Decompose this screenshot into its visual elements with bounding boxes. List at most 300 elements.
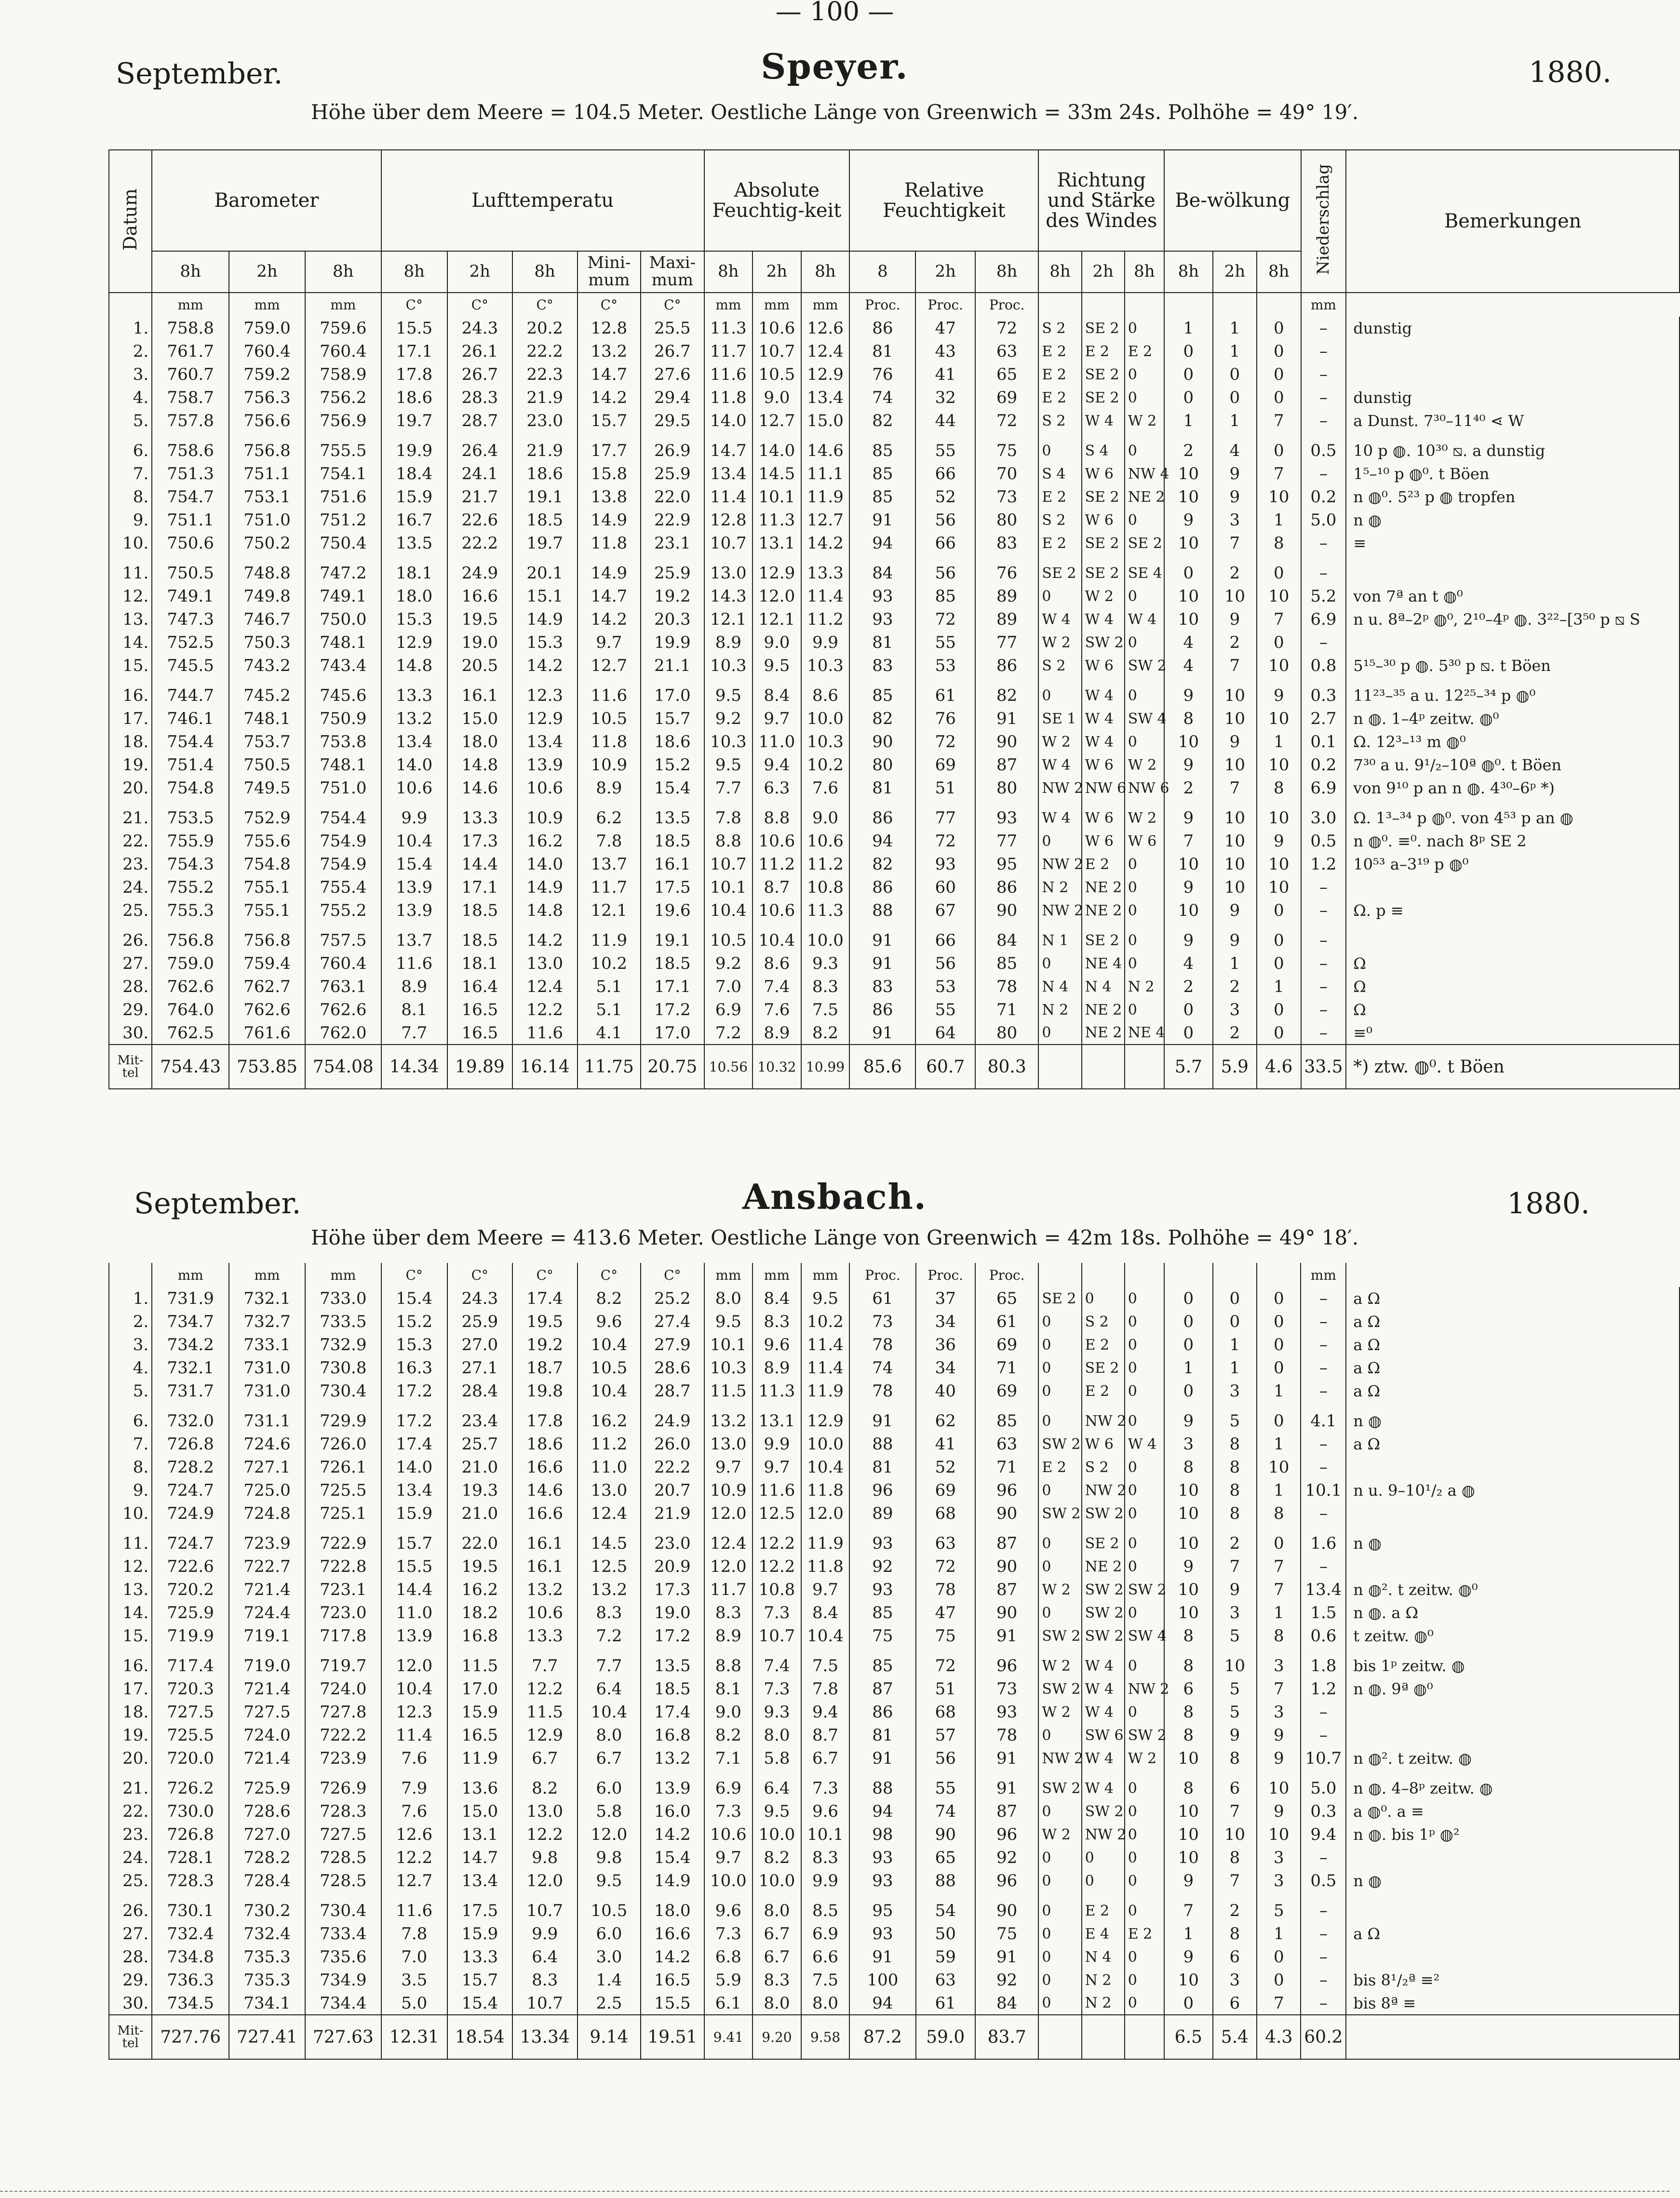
data-cell: 749.5 [229, 777, 305, 800]
data-cell: 15.9 [381, 1502, 447, 1525]
data-cell: 18.0 [641, 1899, 704, 1922]
data-cell: 13.9 [381, 1624, 447, 1648]
data-cell: 11.4 [801, 585, 850, 608]
data-cell: 1 [1213, 952, 1257, 975]
unit-cell: mm [305, 293, 381, 317]
data-cell: 735.3 [229, 1969, 305, 1992]
data-cell: 83 [849, 654, 915, 677]
data-cell: 754.4 [305, 806, 381, 830]
data-cell: 11.9 [801, 485, 850, 509]
data-cell: 759.0 [152, 952, 229, 975]
data-cell: 12.5 [753, 1502, 801, 1525]
data-cell: bis 8ª ≡ [1346, 1992, 1680, 2015]
data-cell: 19.1 [512, 485, 578, 509]
data-cell: 15.7 [641, 707, 704, 730]
data-cell: 76 [849, 363, 915, 386]
data-cell: 71 [975, 998, 1038, 1021]
data-cell: 10.4 [753, 929, 801, 952]
data-cell: 14.0 [381, 1456, 447, 1479]
data-cell: 16.6 [447, 585, 512, 608]
data-cell: 10 [1164, 585, 1213, 608]
table-row [109, 317, 1680, 340]
data-cell: 7.8 [801, 1677, 850, 1701]
data-cell: 6.9 [704, 1777, 753, 1800]
mean-row [109, 1045, 1680, 1089]
data-cell: 16.5 [447, 1021, 512, 1045]
data-cell: 8 [1164, 1456, 1213, 1479]
data-cell: 6.7 [753, 1945, 801, 1969]
data-cell: 8.8 [753, 806, 801, 830]
data-cell: 27.9 [641, 1333, 704, 1356]
unit-cell [1038, 1263, 1081, 1287]
data-cell: 9 [1257, 1800, 1301, 1823]
data-cell: SW 2 [1082, 1624, 1125, 1648]
data-cell: NE 2 [1082, 1021, 1125, 1045]
mean-cell: 85.6 [849, 1045, 915, 1089]
mean-cell: 87.2 [849, 2015, 915, 2059]
data-cell: n ◍. a Ω [1346, 1601, 1680, 1624]
data-cell: 10 [1257, 585, 1301, 608]
data-cell: 8.3 [801, 1846, 850, 1869]
data-cell: SW 2 [1038, 1502, 1081, 1525]
data-cell: 760.4 [229, 340, 305, 363]
data-cell: 3.0 [578, 1945, 641, 1969]
data-cell: 3 [1257, 1701, 1301, 1724]
data-cell: 12.0 [801, 1502, 850, 1525]
data-cell: 17.4 [641, 1701, 704, 1724]
data-cell: 10 [1213, 1823, 1257, 1846]
data-cell: 12.3 [512, 684, 578, 707]
data-cell: n ◍⁰. 5²³ p ◍ tropfen [1346, 485, 1680, 509]
data-cell: 65 [916, 1846, 975, 1869]
data-cell: 0 [1257, 929, 1301, 952]
data-cell: 0 [1125, 1456, 1164, 1479]
mean-cell: 14.34 [381, 1045, 447, 1089]
data-cell: 0.2 [1301, 485, 1346, 509]
data-cell: 10⁵³ a–3¹⁹ p ◍⁰ [1346, 853, 1680, 876]
data-cell: 7.2 [578, 1624, 641, 1648]
data-cell: N 2 [1125, 975, 1164, 998]
data-cell: 3 [1213, 1380, 1257, 1403]
data-cell: 6.8 [704, 1945, 753, 1969]
data-cell: 756.6 [229, 409, 305, 432]
data-cell: 78 [916, 1578, 975, 1601]
data-cell: 14.2 [512, 654, 578, 677]
data-cell: 69 [975, 386, 1038, 409]
data-cell: 14.9 [578, 509, 641, 532]
data-cell: 743.4 [305, 654, 381, 677]
data-cell: – [1301, 1287, 1346, 1310]
data-cell: 13.3 [801, 562, 850, 585]
unit-cell: Proc. [849, 293, 915, 317]
data-cell: 0 [1038, 1869, 1081, 1892]
data-cell: 14.0 [704, 409, 753, 432]
data-cell: 3 [1213, 509, 1257, 532]
data-cell: 733.1 [229, 1333, 305, 1356]
data-cell: SW 2 [1125, 1578, 1164, 1601]
data-cell: 9 [1164, 1409, 1213, 1433]
data-cell: 732.1 [229, 1287, 305, 1310]
data-cell: 723.9 [305, 1747, 381, 1770]
data-cell: 9.8 [578, 1846, 641, 1869]
mean-cell: 10.99 [801, 1045, 850, 1089]
data-cell: 18.6 [381, 386, 447, 409]
data-cell: 91 [849, 509, 915, 532]
data-cell: W 4 [1082, 608, 1125, 631]
data-cell: 728.6 [229, 1800, 305, 1823]
data-cell: 719.1 [229, 1624, 305, 1648]
data-cell: 7 [1213, 532, 1257, 555]
data-cell: 20. [109, 1747, 152, 1770]
data-cell: 12.4 [704, 1532, 753, 1555]
data-cell: SW 2 [1082, 1601, 1125, 1624]
data-cell: 9 [1164, 753, 1213, 777]
data-cell: 6.6 [801, 1945, 850, 1969]
data-cell: n u. 9–10¹/₂ a ◍ [1346, 1479, 1680, 1502]
data-cell: 728.2 [229, 1846, 305, 1869]
data-cell: 3 [1164, 1433, 1213, 1456]
data-cell: 29.4 [641, 386, 704, 409]
data-cell: 13.9 [512, 753, 578, 777]
data-cell: 85 [975, 952, 1038, 975]
data-cell: – [1301, 899, 1346, 922]
data-cell: 12.1 [753, 608, 801, 631]
data-cell: 1 [1164, 1922, 1213, 1945]
subheader-time: 8h [704, 251, 753, 293]
data-cell: 60 [915, 876, 975, 899]
data-cell: 0 [1257, 1532, 1301, 1555]
mean-cell: 10.32 [753, 1045, 801, 1089]
data-cell: W 4 [1082, 707, 1125, 730]
data-cell: W 6 [1125, 830, 1164, 853]
data-cell: 7.5 [801, 998, 850, 1021]
data-cell: 19.5 [447, 608, 512, 631]
data-cell: 13.1 [447, 1823, 512, 1846]
data-cell [1346, 1899, 1680, 1922]
data-cell: 85 [975, 1409, 1038, 1433]
data-cell: 2.7 [1301, 707, 1346, 730]
table-row [109, 876, 1680, 899]
data-cell: 7 [1257, 608, 1301, 631]
data-cell: 11.8 [801, 1479, 850, 1502]
data-cell: 40 [916, 1380, 975, 1403]
data-cell: 10 [1164, 1747, 1213, 1770]
data-cell: 10 [1164, 899, 1213, 922]
subheader-time: 8h [152, 251, 229, 293]
data-cell: 759.6 [305, 317, 381, 340]
data-cell: 16.4 [447, 975, 512, 998]
data-cell: 18. [109, 730, 152, 753]
data-cell: – [1301, 998, 1346, 1021]
data-cell: 14.7 [704, 439, 753, 462]
data-cell: 29. [109, 998, 152, 1021]
data-cell: 90 [975, 1502, 1038, 1525]
data-cell: 82 [975, 684, 1038, 707]
table-row [109, 654, 1680, 677]
data-cell: 10. [109, 1502, 152, 1525]
data-cell: 86 [849, 806, 915, 830]
data-cell: 18.0 [381, 585, 447, 608]
data-cell: 5. [109, 409, 152, 432]
data-cell: 9.5 [801, 1287, 850, 1310]
data-cell: 717.8 [305, 1624, 381, 1648]
data-cell: 6.7 [801, 1747, 850, 1770]
data-cell: 15.4 [381, 1287, 447, 1310]
data-cell: 0 [1164, 1310, 1213, 1333]
data-cell: 85 [849, 462, 915, 485]
data-cell: W 6 [1082, 1433, 1125, 1456]
mean-cell: 16.14 [512, 1045, 578, 1089]
data-cell: 59 [916, 1945, 975, 1969]
data-cell: W 2 [1125, 1747, 1164, 1770]
data-cell: 13.0 [704, 1433, 753, 1456]
data-cell: N 2 [1082, 1969, 1125, 1992]
table-row [109, 853, 1680, 876]
data-cell: 755.6 [229, 830, 305, 853]
data-cell: 22. [109, 830, 152, 853]
data-cell: 10 [1257, 707, 1301, 730]
data-cell [1346, 340, 1680, 363]
data-cell: 61 [975, 1310, 1038, 1333]
unit-cell [1164, 293, 1213, 317]
mean-cell: 727.41 [229, 2015, 305, 2059]
data-cell: 721.4 [229, 1677, 305, 1701]
data-cell: 75 [975, 439, 1038, 462]
unit-cell [1257, 293, 1301, 317]
data-cell: 9.5 [753, 654, 801, 677]
data-cell: 11.3 [753, 509, 801, 532]
table-row [109, 631, 1680, 654]
data-cell: 14.6 [801, 439, 850, 462]
data-cell: 24.3 [447, 1287, 512, 1310]
unit-cell: mm [753, 293, 801, 317]
data-cell: 10.5 [578, 1356, 641, 1380]
data-cell: 85 [849, 439, 915, 462]
data-cell: 0 [1082, 1846, 1125, 1869]
data-cell: 37 [916, 1287, 975, 1310]
data-cell: 0 [1082, 1287, 1125, 1310]
data-cell: 9 [1164, 806, 1213, 830]
data-cell: 19. [109, 753, 152, 777]
data-cell: 10 [1164, 462, 1213, 485]
mean-cell: 83.7 [975, 2015, 1038, 2059]
data-cell: 10 [1257, 1823, 1301, 1846]
data-cell: 9.7 [753, 1456, 801, 1479]
data-cell: 3. [109, 363, 152, 386]
data-cell: 725.1 [305, 1502, 381, 1525]
data-cell: 90 [916, 1823, 975, 1846]
unit-cell: C° [512, 293, 578, 317]
data-cell: 7.0 [704, 975, 753, 998]
data-cell: 722.2 [305, 1724, 381, 1747]
data-cell: 761.7 [152, 340, 229, 363]
data-cell: 9.0 [753, 631, 801, 654]
data-cell: 0 [1038, 1310, 1081, 1333]
mean-cell: 13.34 [512, 2015, 578, 2059]
data-cell: 758.9 [305, 363, 381, 386]
data-cell: 83 [975, 532, 1038, 555]
data-cell: 0 [1164, 340, 1213, 363]
data-cell: 1 [1164, 1356, 1213, 1380]
data-cell: 82 [849, 853, 915, 876]
table-row [109, 1869, 1680, 1892]
unit-cell: mm [704, 1263, 753, 1287]
data-cell: – [1301, 1356, 1346, 1380]
data-cell: 762.0 [305, 1021, 381, 1045]
data-cell: 732.7 [229, 1310, 305, 1333]
data-cell: 9.7 [704, 1846, 753, 1869]
data-cell: 83 [849, 975, 915, 998]
data-cell: 87 [849, 1677, 915, 1701]
data-cell: 26.7 [447, 363, 512, 386]
data-cell: 750.3 [229, 631, 305, 654]
data-cell: 756.3 [229, 386, 305, 409]
data-cell: 22. [109, 1800, 152, 1823]
data-cell: 0 [1257, 631, 1301, 654]
data-cell: 10.4 [578, 1380, 641, 1403]
data-cell: 754.8 [229, 853, 305, 876]
mean-cell: 19.89 [447, 1045, 512, 1089]
data-cell: 16.2 [578, 1409, 641, 1433]
data-cell: 78 [975, 975, 1038, 998]
data-cell: 13.2 [704, 1409, 753, 1433]
table-row [109, 485, 1680, 509]
data-cell: 6.4 [578, 1677, 641, 1701]
data-cell: 14.2 [801, 532, 850, 555]
data-cell: 758.7 [152, 386, 229, 409]
data-cell: 16.6 [512, 1456, 578, 1479]
subheader-time: 2h [915, 251, 975, 293]
data-cell: N 4 [1082, 1945, 1125, 1969]
data-cell: 0 [1125, 1555, 1164, 1578]
data-cell: 20.2 [512, 317, 578, 340]
table-row [109, 532, 1680, 555]
data-cell: 89 [975, 585, 1038, 608]
data-cell: 6 [1213, 1945, 1257, 1969]
data-cell: 3 [1213, 998, 1257, 1021]
data-cell: 12. [109, 585, 152, 608]
data-cell [1346, 929, 1680, 952]
data-cell: 11. [109, 1532, 152, 1555]
data-cell: 95 [975, 853, 1038, 876]
data-cell: 0 [1038, 1409, 1081, 1433]
data-cell: 8 [1213, 1846, 1257, 1869]
data-cell: – [1301, 1502, 1346, 1525]
data-cell: 0 [1038, 439, 1081, 462]
data-cell: 9.5 [578, 1869, 641, 1892]
month-label-ansbach: September. [134, 1187, 301, 1220]
data-cell: 0 [1125, 1356, 1164, 1380]
year-label-speyer: 1880. [1529, 55, 1612, 89]
table-row [109, 1356, 1680, 1380]
data-cell: – [1301, 1724, 1346, 1747]
data-cell: 16.1 [512, 1532, 578, 1555]
data-cell: 0 [1125, 684, 1164, 707]
unit-cell: Proc. [915, 293, 975, 317]
data-cell: 12. [109, 1555, 152, 1578]
data-cell: 96 [975, 1654, 1038, 1677]
data-cell: 17.0 [641, 684, 704, 707]
table-row [109, 777, 1680, 800]
unit-cell [1082, 1263, 1125, 1287]
data-cell: N 2 [1082, 1992, 1125, 2015]
data-cell: 9.5 [704, 1310, 753, 1333]
data-cell: 11.6 [512, 1021, 578, 1045]
data-cell: dunstig [1346, 317, 1680, 340]
data-cell: 1 [1257, 1380, 1301, 1403]
table-row [109, 1624, 1680, 1648]
header-precipitation: Niederschlag [1301, 150, 1346, 293]
data-cell: 727.0 [229, 1823, 305, 1846]
table-row [109, 1021, 1680, 1045]
data-cell: 11.3 [801, 899, 850, 922]
data-cell: 10 [1257, 853, 1301, 876]
data-cell: 19.0 [447, 631, 512, 654]
data-cell: 748.1 [305, 631, 381, 654]
data-cell: 19.8 [512, 1380, 578, 1403]
data-cell: 16.1 [512, 1555, 578, 1578]
data-cell: 753.7 [229, 730, 305, 753]
data-cell: Ω. 1³–³⁴ p ◍⁰. von 4⁵³ p an ◍ [1346, 806, 1680, 830]
data-cell: – [1301, 1922, 1346, 1945]
data-cell: 3. [109, 1333, 152, 1356]
data-cell: 14.7 [578, 363, 641, 386]
data-cell: 0 [1257, 1333, 1301, 1356]
data-cell: 17.8 [381, 363, 447, 386]
data-cell: 8.1 [704, 1677, 753, 1701]
data-cell: 24.9 [641, 1409, 704, 1433]
data-cell: 717.4 [152, 1654, 229, 1677]
data-cell: 0 [1038, 1899, 1081, 1922]
data-cell: 18.6 [512, 462, 578, 485]
data-cell: 753.5 [152, 806, 229, 830]
data-cell: 20.1 [512, 562, 578, 585]
unit-cell: C° [447, 293, 512, 317]
data-cell: 12.0 [512, 1869, 578, 1892]
data-cell: 731.0 [229, 1380, 305, 1403]
subheader-time: 8h [1257, 251, 1301, 293]
data-cell: 736.3 [152, 1969, 229, 1992]
data-cell: – [1301, 1992, 1346, 2015]
table-row [109, 363, 1680, 386]
data-cell: 19.5 [512, 1310, 578, 1333]
station-subtitle-ansbach: Höhe über dem Meere = 413.6 Meter. Oestliche Länge von Greenwich = 42m 18s. Polhöhe = 49° 18′. [310, 1226, 1359, 1249]
data-cell: 9.3 [801, 952, 850, 975]
data-cell: 15.0 [801, 409, 850, 432]
data-cell: 7 [1257, 1677, 1301, 1701]
data-cell: 80 [975, 509, 1038, 532]
data-cell: – [1301, 1945, 1346, 1969]
data-cell: 68 [916, 1701, 975, 1724]
data-cell: 12.1 [704, 608, 753, 631]
data-cell: 6.9 [801, 1922, 850, 1945]
subheader-time: 8h [305, 251, 381, 293]
data-cell: 10.2 [578, 952, 641, 975]
data-cell: 14.7 [447, 1846, 512, 1869]
data-cell: 9 [1164, 684, 1213, 707]
data-cell: 9 [1164, 876, 1213, 899]
data-cell: 27. [109, 1922, 152, 1945]
data-cell: 16.5 [447, 998, 512, 1021]
data-cell: 7.7 [381, 1021, 447, 1045]
data-cell: 22.0 [447, 1532, 512, 1555]
data-cell: 8.3 [753, 1969, 801, 1992]
header-remarks: Bemerkungen [1346, 150, 1680, 293]
data-cell: E 2 [1038, 1456, 1081, 1479]
data-cell: 16.8 [641, 1724, 704, 1747]
data-cell: 8.2 [512, 1777, 578, 1800]
data-cell: 53 [915, 654, 975, 677]
